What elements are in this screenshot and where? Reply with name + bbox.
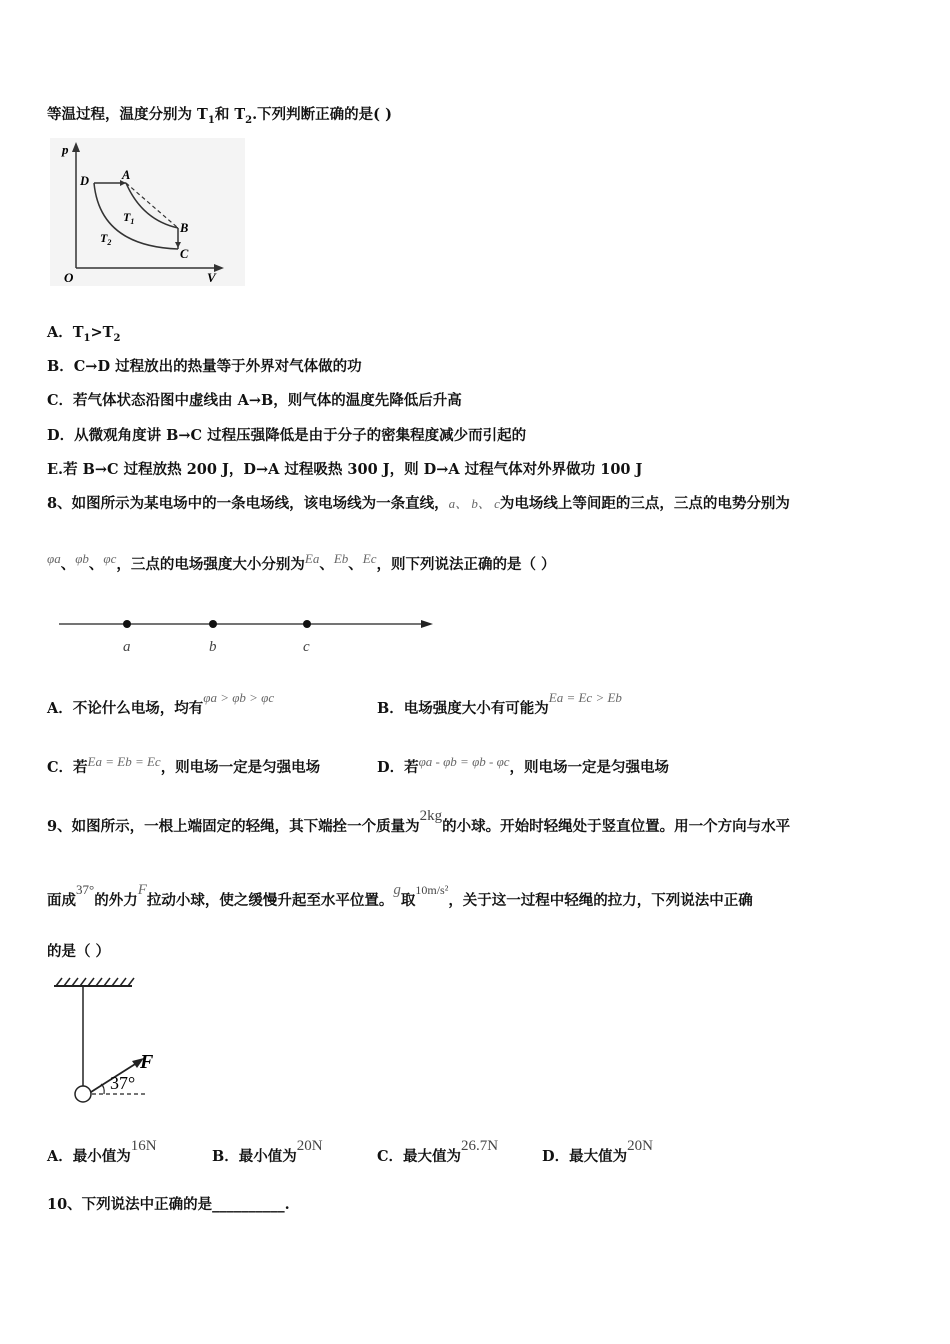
q9-stem-part: 取 <box>400 892 416 909</box>
label-point-a: a <box>123 639 131 655</box>
ceiling-hatch <box>56 978 134 986</box>
label-t2: $T_2$ <box>100 231 112 247</box>
q8-opt-d-text: ，则电场一定是匀强电场 <box>509 759 670 776</box>
q7-option-e: E.若 B→C 过程放热 200 J，D→A 过程吸热 300 J，则 D→A 过程气体对外界做功 100 J <box>47 461 643 478</box>
q8-sep: 、 <box>348 556 363 573</box>
q9-option-c <box>377 1138 499 1166</box>
ball <box>75 1086 91 1102</box>
q7-stem-part: 和 T <box>214 106 246 123</box>
q7-option-a <box>47 321 120 344</box>
q8-opt-b-math: Ea = Ec > Eb <box>548 690 622 705</box>
q9-opt-a-text: A．最小值为 <box>47 1148 131 1165</box>
q9-option-a <box>47 1138 157 1166</box>
q9-opt-d-value: 20N <box>627 1138 653 1154</box>
q9-opt-a-value: 16N <box>130 1138 157 1154</box>
q9-stem-part: 的小球。开始时轻绳处于竖直位置。用一个方向与水平 <box>442 818 791 835</box>
q7-option-d: D．从微观角度讲 B→C 过程压强降低是由于分子的密集程度减少而引起的 <box>47 427 527 444</box>
q8-sep: 、 <box>88 556 104 573</box>
label-point-b: b <box>209 639 217 655</box>
q7-option-b: B．C→D 过程放出的热量等于外界对气体做的功 <box>47 358 362 375</box>
q9-option-d <box>542 1138 653 1166</box>
q7-stem-part: .下列判断正确的是( ) <box>252 106 392 123</box>
q9-opt-b-value: 20N <box>296 1138 323 1154</box>
phi-a: φa <box>47 551 61 566</box>
label-a: A <box>122 168 131 182</box>
q9-mass: 2kg <box>419 808 443 824</box>
q9-stem-part: 的外力 <box>94 892 138 909</box>
q7-sub1: 1 <box>207 114 215 126</box>
label-c: C <box>180 247 189 261</box>
e-c: Ec <box>362 551 377 566</box>
q9-stem-part: ，关于这一过程中轻绳的拉力，下列说法中正确 <box>448 892 753 909</box>
q9-stem-line1 <box>47 808 791 836</box>
q9-stem-line3: 的是（ ） <box>47 943 111 960</box>
label-point-c: c <box>303 639 310 655</box>
label-b: B <box>180 221 189 235</box>
q7-opt-a-text: >T <box>90 324 114 341</box>
q9-stem-part: 面成 <box>47 892 76 909</box>
q9-opt-b-text: B．最小值为 <box>212 1148 297 1165</box>
q8-option-d <box>377 756 669 777</box>
q7-opt-a-sub: 2 <box>113 332 121 344</box>
field-line-diagram <box>55 608 440 658</box>
pendulum-diagram <box>48 972 168 1112</box>
q7-sub2: 2 <box>245 114 253 126</box>
pv-diagram <box>50 138 245 286</box>
q9-opt-c-value: 26.7N <box>461 1138 499 1154</box>
q9-opt-c-text: C．最大值为 <box>377 1148 462 1165</box>
point-c <box>303 620 311 628</box>
q8-opt-c-math: Ea = Eb = Ec <box>87 754 161 769</box>
q8-option-a <box>47 690 275 718</box>
q9-option-b <box>212 1138 323 1166</box>
label-v: V <box>207 270 216 285</box>
q8-opt-b-text: B．电场强度大小有可能为 <box>377 700 549 717</box>
q8-opt-c-text: C．若 <box>47 759 88 776</box>
q9-stem-part: 拉动小球，使之缓慢升起至水平位置。 <box>146 892 394 909</box>
label-f: F <box>140 1051 154 1073</box>
label-angle: 37° <box>110 1073 136 1093</box>
phi-b: φb <box>75 551 89 566</box>
point-a <box>123 620 131 628</box>
q7-stem-part: 等温过程，温度分别为 T <box>47 106 208 123</box>
label-t1: $T_1$ <box>123 210 135 226</box>
q8-opt-d-text: D．若 <box>377 759 419 776</box>
q8-sep: 、 <box>60 556 76 573</box>
q8-opt-a-math: φa > φb > φc <box>203 690 275 705</box>
q8-opt-c-text: ，则电场一定是匀强电场 <box>160 759 321 776</box>
label-d: D <box>80 174 90 188</box>
q8-stem-line1 <box>47 492 790 513</box>
field-line-arrow <box>421 620 433 628</box>
q7-option-c: C．若气体状态沿图中虚线由 A→B，则气体的温度先降低后升高 <box>47 392 462 409</box>
q8-stem-line2 <box>47 553 556 574</box>
q9-g: g <box>393 882 401 898</box>
q8-stem-part: 为电场线上等间距的三点，三点的电势分别为 <box>499 495 790 512</box>
q9-stem-line2 <box>47 882 753 910</box>
q8-opt-a-text: A．不论什么电场，均有 <box>47 700 204 717</box>
q9-angle: 37° <box>76 882 95 897</box>
q10-stem: 10、下列说法中正确的是__________. <box>47 1196 290 1213</box>
q7-opt-a-text: A．T <box>47 324 84 341</box>
q8-opt-d-math: φa - φb = φb - φc <box>418 754 510 769</box>
label-o: O <box>64 270 74 285</box>
q8-stem-part: 8、如图所示为某电场中的一条电场线，该电场线为一条直线， <box>47 495 449 512</box>
q9-opt-d-text: D．最大值为 <box>542 1148 628 1165</box>
q8-sep: 、 <box>319 556 334 573</box>
q9-stem-part: 9、如图所示，一根上端固定的轻绳，其下端拴一个质量为 <box>47 818 420 835</box>
point-b <box>209 620 217 628</box>
e-b: Eb <box>333 551 349 566</box>
q8-stem-part: ，则下列说法正确的是（ ） <box>376 556 556 573</box>
q7-opt-a-sub: 1 <box>83 332 91 344</box>
q8-stem-part: ，三点的电场强度大小分别为 <box>116 556 305 573</box>
label-p: p <box>62 142 69 157</box>
q8-option-b <box>377 690 622 718</box>
q7-stem <box>47 103 392 126</box>
q8-option-c <box>47 756 320 777</box>
q8-points-abc: a、 b、 c <box>448 496 500 511</box>
q9-force: F <box>137 882 147 898</box>
q9-g-value: 10m/s² <box>415 883 449 897</box>
phi-c: φc <box>103 551 117 566</box>
e-a: Ea <box>304 551 320 566</box>
